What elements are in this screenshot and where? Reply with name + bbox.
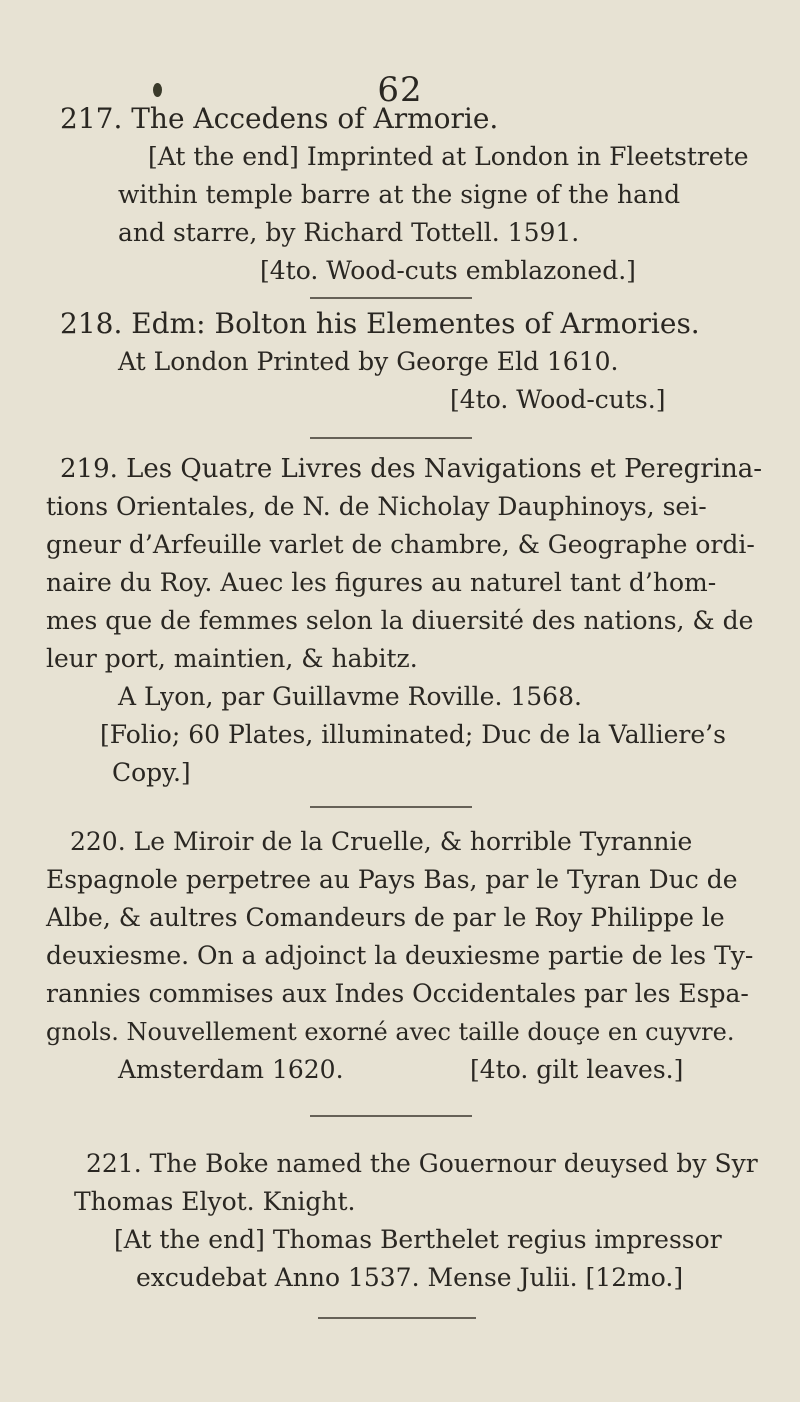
entry-title: 219. Les Quatre Livres des Navigations et Peregrina- bbox=[60, 454, 763, 484]
entry-line: within temple barre at the signe of the hand bbox=[118, 180, 681, 209]
entry-line: naire du Roy. Auec les figures au naturel tant d’hom- bbox=[46, 568, 717, 597]
section-divider bbox=[310, 297, 472, 299]
entry-219 bbox=[46, 450, 763, 792]
section-divider bbox=[310, 806, 472, 808]
entry-line: mes que de femmes selon la diuersité des nations, & de bbox=[46, 606, 754, 635]
entry-line: [4to. Wood-cuts emblazoned.] bbox=[260, 256, 636, 285]
entry-line: gneur d’Arfeuille varlet de chambre, & Geographe ordi- bbox=[46, 530, 755, 559]
entry-218 bbox=[60, 305, 760, 419]
entry-line: Amsterdam 1620. bbox=[118, 1055, 344, 1084]
entry-title: 217. The Accedens of Armorie. bbox=[60, 102, 499, 135]
entry-line: and starre, by Richard Tottell. 1591. bbox=[118, 218, 580, 247]
entry-title: 220. Le Miroir de la Cruelle, & horrible Tyrannie bbox=[70, 827, 693, 856]
entry-line: tions Orientales, de N. de Nicholay Dauphinoys, sei- bbox=[46, 492, 707, 521]
entry-line: At London Printed by George Eld 1610. bbox=[118, 347, 619, 376]
entry-line: Albe, & aultres Comandeurs de par le Roy Philippe le bbox=[46, 903, 725, 932]
entry-line: Copy.] bbox=[112, 758, 191, 787]
entry-221 bbox=[60, 1145, 760, 1297]
entry-line: Thomas Elyot. Knight. bbox=[74, 1187, 356, 1216]
entry-217 bbox=[60, 100, 760, 290]
entry-220 bbox=[46, 823, 760, 1089]
entry-line: A Lyon, par Guillavme Roville. 1568. bbox=[118, 682, 582, 711]
entry-line: [At the end] Thomas Berthelet regius impressor bbox=[114, 1225, 722, 1254]
entry-title: 221. The Boke named the Gouernour deuysed by Syr bbox=[86, 1149, 758, 1178]
entry-line: Espagnole perpetree au Pays Bas, par le Tyran Duc de bbox=[46, 865, 738, 894]
entry-line: [4to. gilt leaves.] bbox=[470, 1055, 684, 1084]
entry-line: [Folio; 60 Plates, illuminated; Duc de la Valliere’s bbox=[100, 720, 726, 749]
entry-line: deuxiesme. On a adjoinct la deuxiesme partie de les Ty- bbox=[46, 941, 754, 970]
entry-line: rannies commises aux Indes Occidentales par les Espa- bbox=[46, 979, 749, 1008]
entry-line: [At the end] Imprinted at London in Fleetstrete bbox=[148, 142, 749, 171]
section-divider bbox=[310, 437, 472, 439]
section-divider bbox=[318, 1317, 476, 1319]
page-number: 62 bbox=[377, 70, 423, 110]
entry-line: gnols. Nouvellement exorné avec taille douçe en cuyvre. bbox=[46, 1018, 735, 1046]
entry-line: excudebat Anno 1537. Mense Julii. [12mo.] bbox=[136, 1263, 684, 1292]
entry-line: leur port, maintien, & habitz. bbox=[46, 644, 418, 673]
entry-title: 218. Edm: Bolton his Elementes of Armories. bbox=[60, 307, 700, 340]
entry-line: [4to. Wood-cuts.] bbox=[450, 385, 666, 414]
section-divider bbox=[310, 1115, 472, 1117]
